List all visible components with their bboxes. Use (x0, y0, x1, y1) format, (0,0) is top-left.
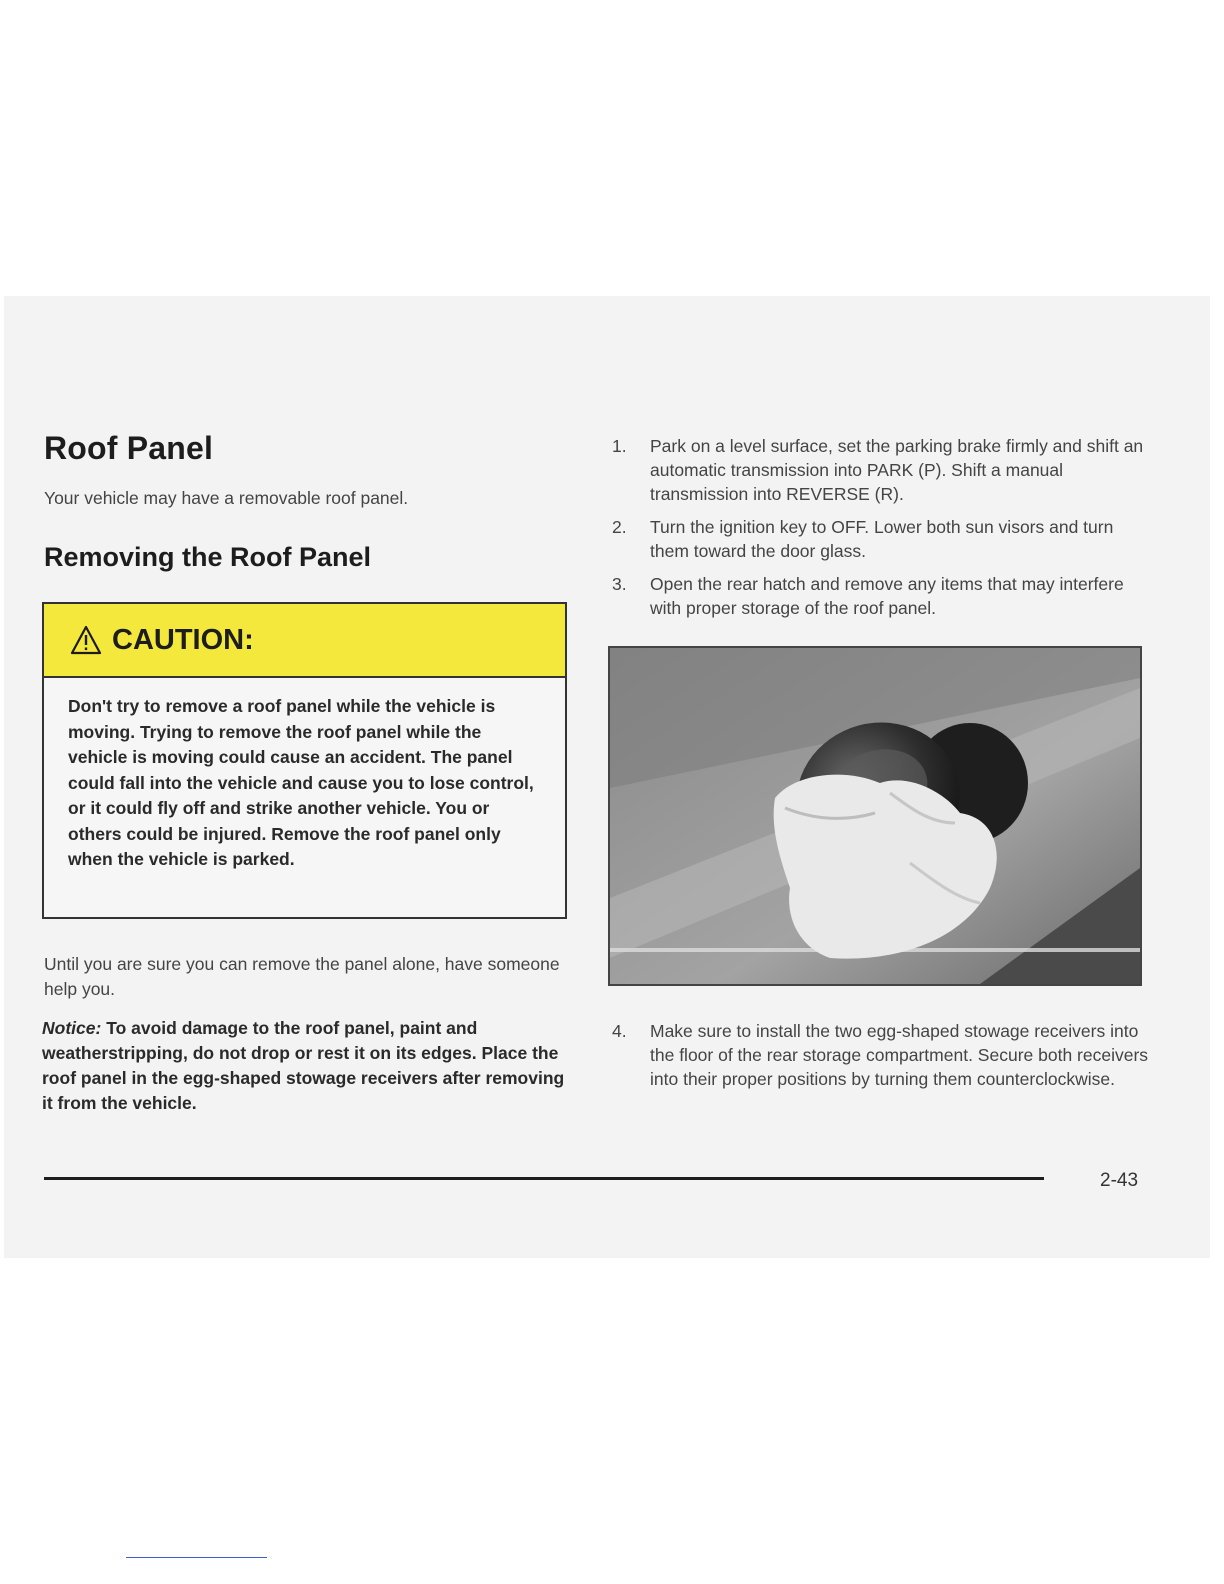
notice-paragraph (42, 1016, 572, 1116)
caution-title: CAUTION: (112, 623, 254, 656)
link-underline (126, 1557, 267, 1558)
page-title: Roof Panel (44, 430, 214, 466)
warning-triangle-icon (70, 625, 102, 655)
step-number: 3. (612, 574, 627, 594)
step-number: 2. (612, 517, 627, 537)
caution-box (42, 602, 567, 919)
step-item (612, 572, 1152, 620)
notice-text: To avoid damage to the roof panel, paint and weatherstripping, do not drop or rest it on its edges. Place the roof panel in the egg-shaped stowage receivers after removing it from the vehicle. (42, 1018, 565, 1113)
page-number: 2-43 (1100, 1170, 1139, 1191)
steps-list (612, 434, 1152, 629)
footer-rule (44, 1177, 1044, 1180)
step-text: Make sure to install the two egg-shaped stowage receivers into the floor of the rear storage compartment. Secure both receivers into their proper positions by turning them counterclockwise. (650, 1021, 1149, 1089)
step-item (612, 515, 1152, 563)
caution-text: Don't try to remove a roof panel while the vehicle is moving. Trying to remove the roof panel while the vehicle is moving could cause an accident. The panel could fall into the vehicle and cause you to lose control, or it could fly off and strike another vehicle. You or others could be injured. Remove the roof panel only when the vehicle is parked. (68, 696, 534, 869)
step-item (612, 1019, 1152, 1091)
step-text: Open the rear hatch and remove any items that may interfere with proper storage of the roof panel. (650, 574, 1124, 618)
caution-header (44, 604, 565, 678)
section-title: Removing the Roof Panel (44, 542, 372, 572)
step-number: 4. (612, 1021, 627, 1041)
step-item (612, 434, 1152, 506)
intro-text: Your vehicle may have a removable roof panel. (44, 488, 409, 508)
help-text: Until you are sure you can remove the panel alone, have someone help you. (44, 954, 560, 999)
notice-label: Notice: (42, 1018, 102, 1038)
step-number: 1. (612, 436, 627, 456)
stowage-receiver-photo (608, 646, 1142, 986)
step-text: Park on a level surface, set the parking brake firmly and shift an automatic transmission into PARK (P). Shift a manual transmission into REVERSE (R). (650, 436, 1144, 504)
step-text: Turn the ignition key to OFF. Lower both sun visors and turn them toward the door glass. (650, 517, 1114, 561)
